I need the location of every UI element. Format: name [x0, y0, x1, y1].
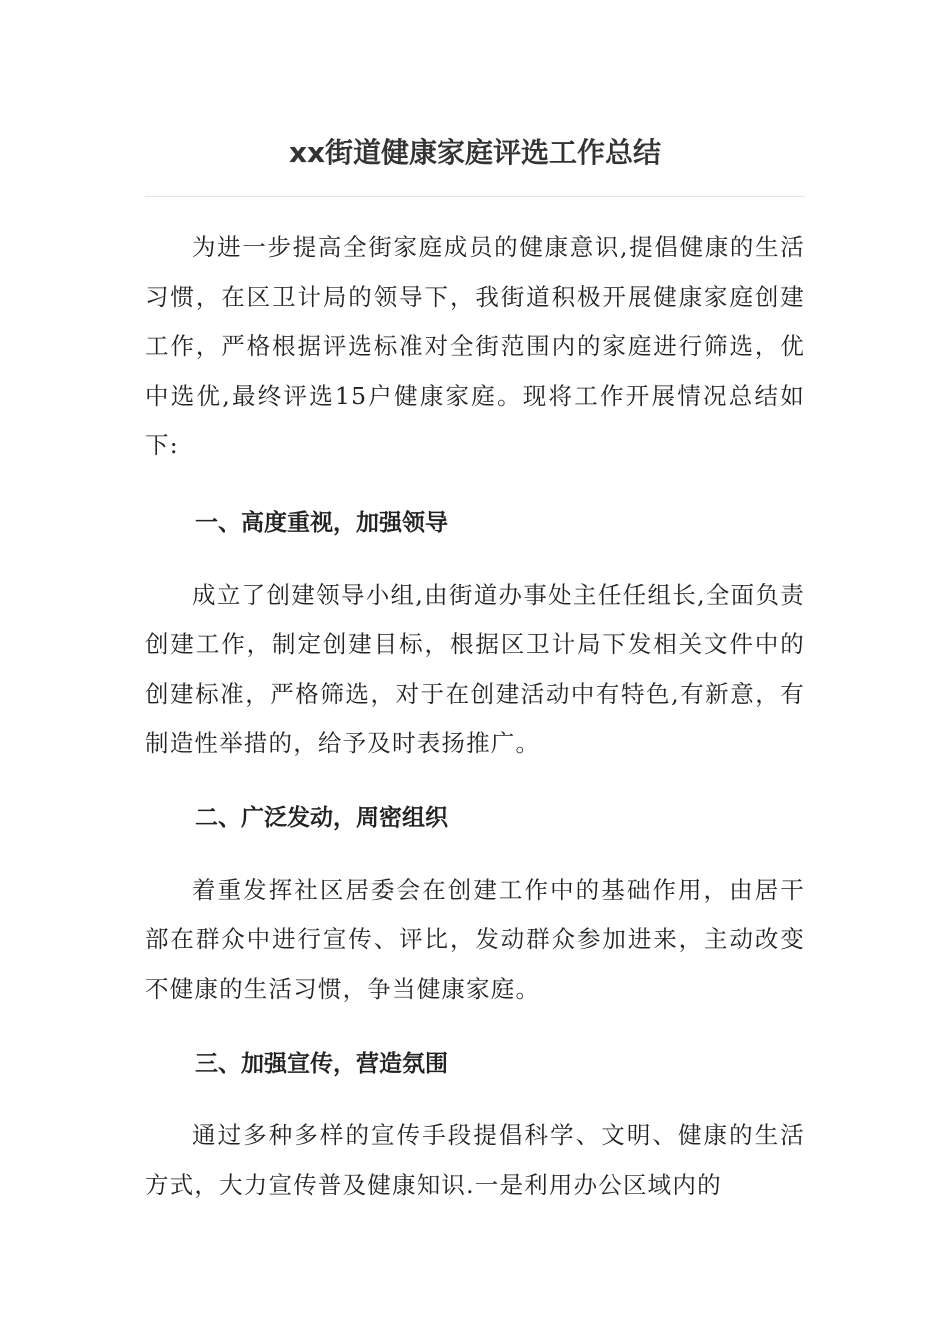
section-heading-2: 二、广泛发动，周密组织	[195, 804, 448, 831]
section-heading-1: 一、高度重视，加强领导	[195, 509, 448, 536]
section-body-1: 成立了创建领导小组,由街道办事处主任任组长,全面负责创建工作，制定创建目标，根据区卫计局下发相关文件中的创建标准，严格筛选，对于在创建活动中有特色,有新意，有制造性举措的，给予及时表扬推广。	[145, 580, 805, 757]
section-body-3: 通过多种多样的宣传手段提倡科学、文明、健康的生活方式，大力宣传普及健康知识.一是利用办公区域内的	[145, 1121, 805, 1199]
intro-paragraph: 为进一步提高全街家庭成员的健康意识,提倡健康的生活习惯，在区卫计局的领导下，我街道积极开展健康家庭创建工作，严格根据评选标准对全街范围内的家庭进行筛选，优中选优,最终评选15户健康家庭。现将工作开展情况总结如下:	[145, 233, 805, 459]
section-heading-3: 三、加强宣传，营造氛围	[195, 1051, 448, 1077]
document-title: xx街道健康家庭评选工作总结	[288, 136, 662, 169]
document-page	[145, 0, 805, 1210]
section-body-2: 着重发挥社区居委会在创建工作中的基础作用，由居干部在群众中进行宣传、评比，发动群众参加进来，主动改变不健康的生活习惯，争当健康家庭。	[145, 875, 805, 1003]
title-divider	[145, 196, 805, 197]
